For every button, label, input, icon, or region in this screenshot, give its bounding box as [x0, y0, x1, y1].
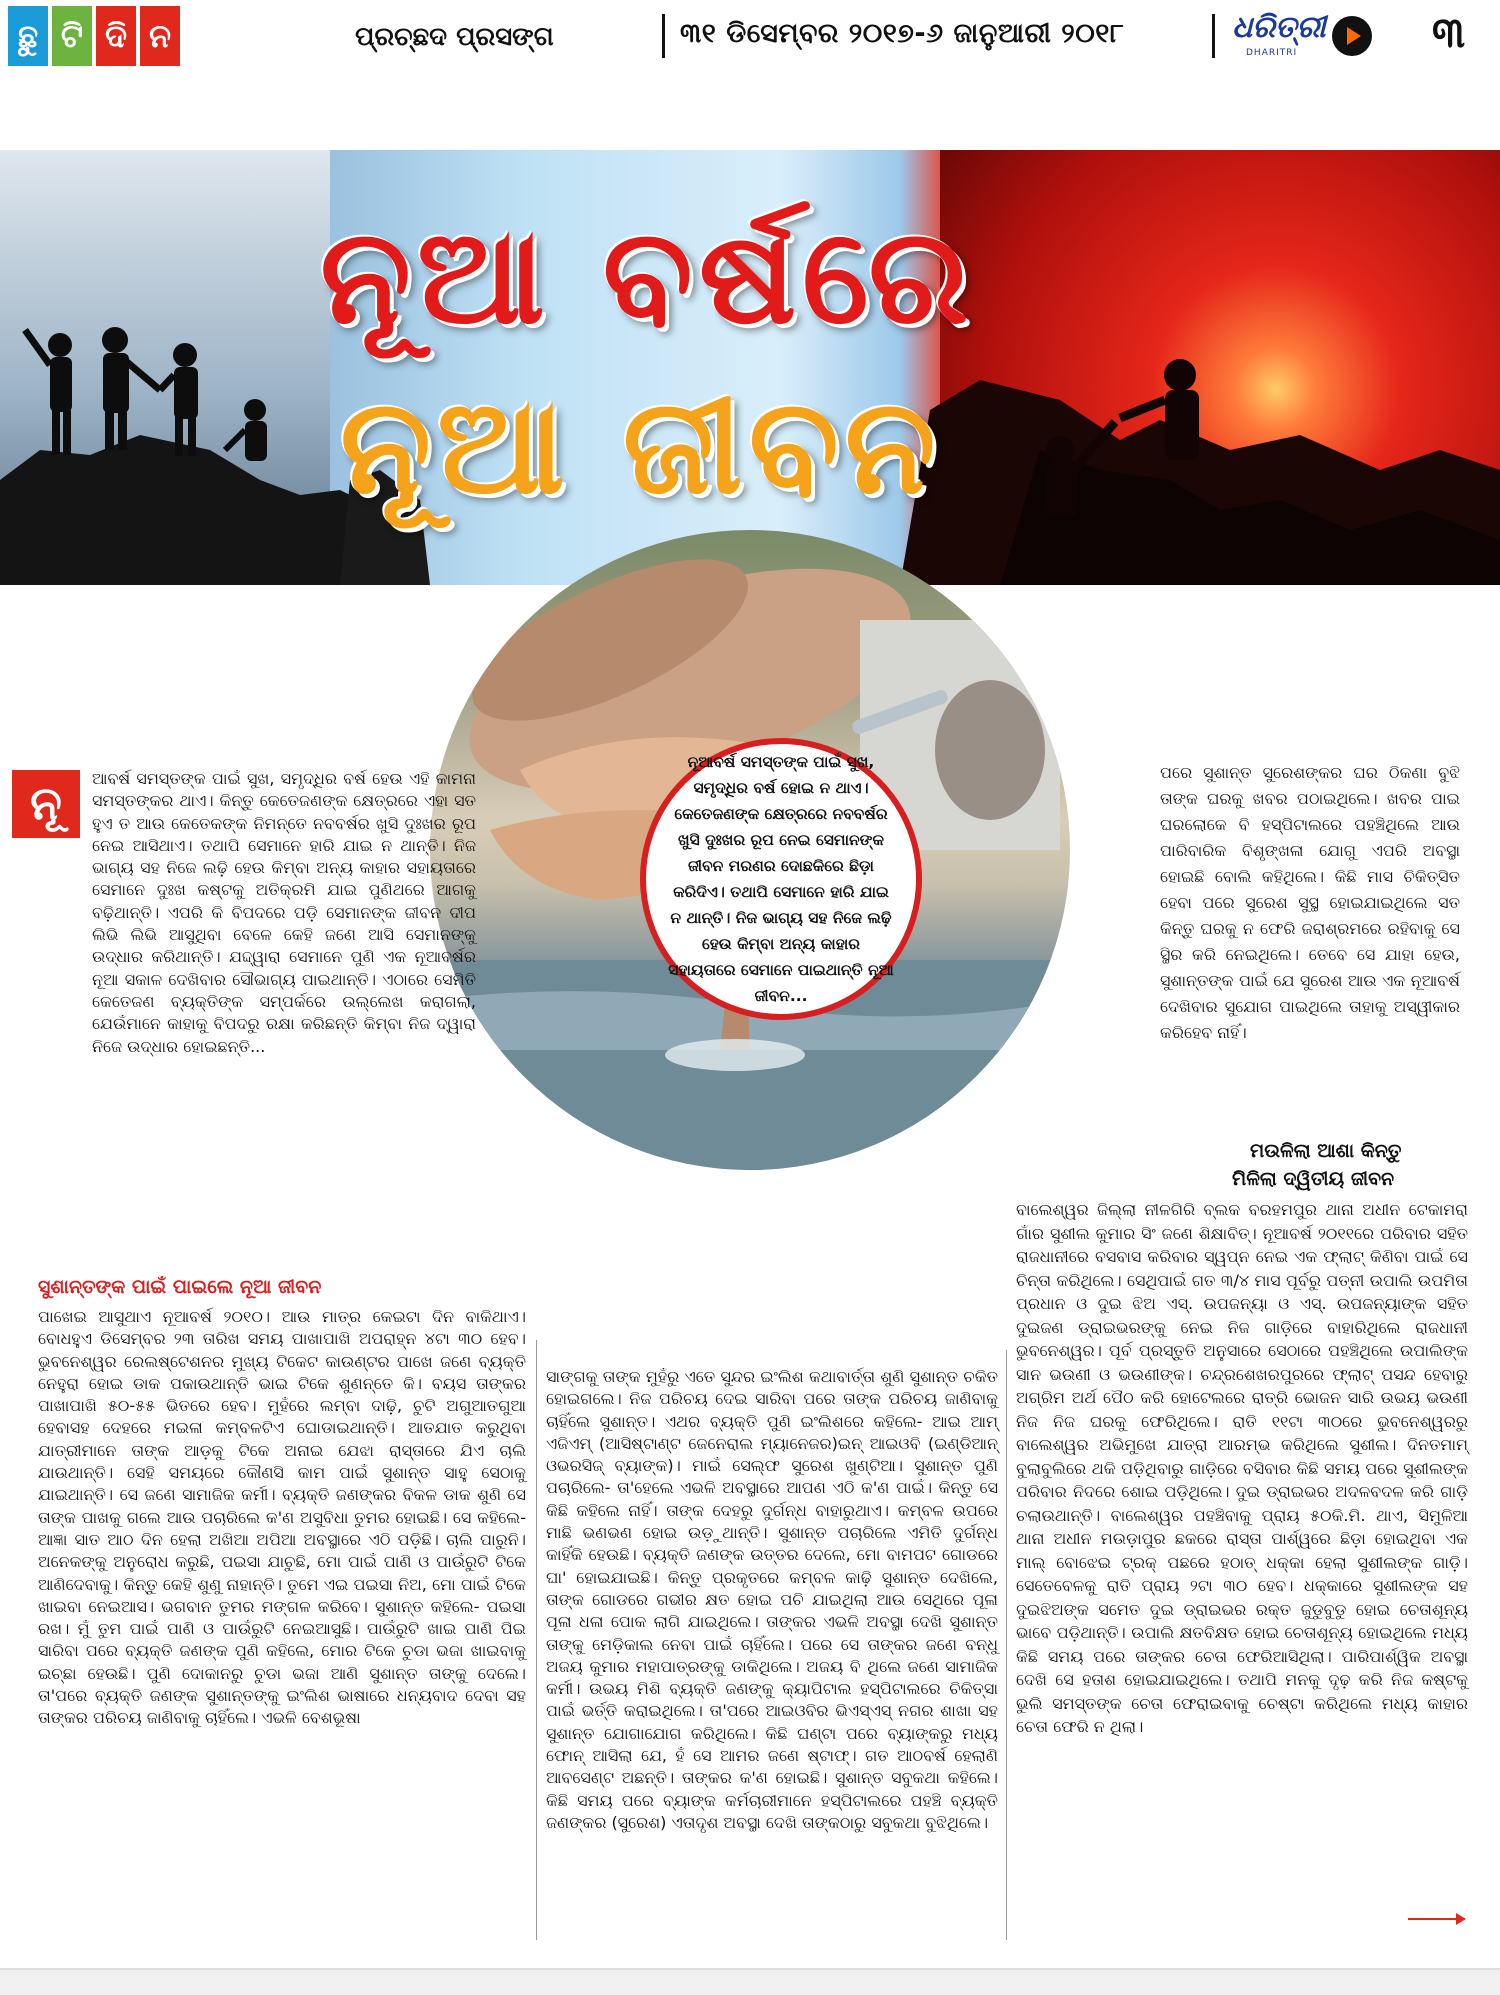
subhead-second-life-2: ମିଳିଲା ଦ୍ୱିତୀୟ ଜୀବନ [1232, 1168, 1395, 1190]
article-intro: ଆବର୍ଷ ସମସ୍ତଙ୍କ ପାଇଁ ସୁଖ, ସମୃଦ୍ଧିର ବର୍ଷ ହେଉ ଏହି କାମନା ସମସ୍ତଙ୍କର ଥାଏ। କିନ୍ତୁ କେତେଜଣଙ୍କ କ୍ଷେତ୍ରରେ ଏହା ସତ ହୁଏ ତ ଆଉ କେତେକଙ୍କ ନିମନ୍ତେ ନବବର୍ଷର ଖୁସି ଦୁଃଖର ରୂପ ନେଇ ଆସିଥାଏ। ତଥାପି ସେମାନେ ହାରି ଯାଇ ନ ଥାନ୍ତି। ନିଜ ଭାଗ୍ୟ ସହ ନିଜେ ଲଢ଼ି ହେଉ କିମ୍ବା ଅନ୍ୟ କାହାର ସହାୟତାରେ ସେମାନେ ଦୁଃଖ କଷ୍ଟକୁ ଅତିକ୍ରମି ଯାଇ ପୁଣିଥରେ ଆଗକୁ ବଢ଼ିଥାନ୍ତି। ଏପରି କି ବିପଦରେ ପଡ଼ି ସେମାନଙ୍କ ଜୀବନ ଦୀପ ଲିଭି ଲିଭି ଆସୁଥିବା ବେଳେ କେହି ଜଣେ ଆସି ସେମାନଙ୍କୁ ଉଦ୍ଧାର କରିଥାନ୍ତି। ଯଦ୍ଦ୍ୱାରା ସେମାନେ ପୁଣି ଏକ ନୂଆବର୍ଷର ନୂଆ ସକାଳ ଦେଖିବାର ସୌଭାଗ୍ୟ ପାଇଥାନ୍ତି। ଏଠାରେ ସେମିତି କେତେଜଣ ବ୍ୟକ୍ତିଙ୍କ ସମ୍ପର୍କରେ ଉଲ୍ଲେଖ କରାଗଲା, ଯେଉଁମାନେ କାହାକୁ ବିପଦରୁ ରକ୍ଷା କରିଛନ୍ତି କିମ୍ବା ନିଜ ଦ୍ୱାରା ନିଜେ ଉଦ୍ଧାର ହୋଇଛନ୍ତି... [92, 769, 476, 1056]
pull-quote-text: ନୂଆବର୍ଷ ସମସ୍ତଙ୍କ ପାଇଁ ସୁଖ, ସମୃଦ୍ଧିର ବର୍ଷ ହୋଇ ନ ଥାଏ। କେତେଜଣଙ୍କ କ୍ଷେତ୍ରରେ ନବବର୍ଷର ଖୁସି ଦୁଃଖର ରୂପ ନେଇ ସେମାନଙ୍କ ଜୀବନ ମରଣର ଦୋଛକିରେ ଛିଡ଼ା କରିଦିଏ। ତଥାପି ସେମାନେ ହାରି ଯାଇ ନ ଥାନ୍ତି। ନିଜ ଭାଗ୍ୟ ସହ ନିଜେ ଲଢ଼ି ହେଉ କିମ୍ବା ଅନ୍ୟ କାହାର ସହାୟତାରେ ସେମାନେ ପାଇଥାନ୍ତି ନୂଆ ଜୀବନ... [668, 753, 894, 1005]
brand-letter: ନ [140, 6, 180, 66]
banner-image [0, 150, 1500, 585]
publication-logo: ଧରିତ୍ରୀ [1232, 10, 1326, 45]
brand-logo [8, 6, 180, 66]
subhead-sushant: ସୁଶାନ୍ତଙ୍କ ପାଇଁ ପାଇଲେ ନୂଆ ଜୀବନ [38, 1276, 322, 1298]
subhead-second-life-1: ମଉଳିଲା ଆଶା କିନ୍ତୁ [1250, 1140, 1402, 1162]
column-divider [1006, 1350, 1007, 1940]
headline-line2: ନୂଆ ଜୀବନ [340, 370, 942, 524]
drop-cap: ନୂ [12, 770, 80, 838]
brand-letter: ଦି [96, 6, 136, 66]
page-header [0, 0, 1500, 74]
brand-letter: ଟି [52, 6, 92, 66]
divider [1212, 14, 1215, 58]
play-icon[interactable] [1332, 16, 1372, 56]
page-footer [0, 1968, 1500, 1995]
issue-date: ୩୧ ଡିସେମ୍ବର ୨୦୧୭-୬ ଜାନୁଆରୀ ୨୦୧୮ [680, 18, 1125, 49]
publication-logo-sub: DHARITRI [1246, 48, 1298, 58]
article-column-1: ପାଖେଇ ଆସୁଥାଏ ନୂଆବର୍ଷ ୨୦୧୦। ଆଉ ମାତ୍ର କେଇଟା ଦିନ ବାକିଥାଏ। ବୋଧହୁଏ ଡିସେମ୍ବର ୨୩ ତାରିଖ ସମୟ ପାଖାପାଖି ଅପରାହ୍ନ ୪ଟା ୩୦ ହେବ। ଭୁବନେଶ୍ୱର ରେଲଷ୍ଟେଶନର ମୁଖ୍ୟ ଟିକେଟ କାଉଣ୍ଟର ପାଖେ ଜଣେ ବ୍ୟକ୍ତି ନେହୁରା ହୋଇ ଡାକ ପକାଉଥାନ୍ତି ଭାଇ ଟିକେ ଶୁଣନ୍ତେ କି। ବୟସ ତାଙ୍କର ପାଖାପାଖି ୫୦-୫୫ ଭିତରେ ହେବ। ମୁହଁରେ ଲମ୍ବା ଦାଢ଼ି, ଚୁଟି ଅଗୁଆତଗୁଆ ହେବାସହ ଦେହରେ ମଇଳା କମ୍ବଳଟିଏ ଘୋଡାଇଥାନ୍ତି। ଆତଯାତ କରୁଥିବା ଯାତ୍ରୀମାନେ ତାଙ୍କ ଆଡ଼କୁ ଟିକେ ଅନାଇ ଯେଝା ରାସ୍ତାରେ ଯିଏ ଚାଲି ଯାଉଥାନ୍ତି। ସେହି ସମୟରେ କୌଣସି କାମ ପାଇଁ ସୁଶାନ୍ତ ସାହୁ ସେଠାକୁ ଯାଇଥାନ୍ତି। ସେ ଜଣେ ସାମାଜିକ କର୍ମୀ। ବ୍ୟକ୍ତି ଜଣଙ୍କର ବିକଳ ଡାକ ଶୁଣି ସେ ତାଙ୍କ ପାଖକୁ ଗଲେ ଆଉ ପଚାରିଲେ କ'ଣ ଅସୁବିଧା ତୁମର ହୋଇଛି। ସେ କହିଲେ- ଆଜ୍ଞା ସାତ ଆଠ ଦିନ ହେଲା ଅଖିଆ ଅପିଆ ଅବସ୍ଥାରେ ଏଠି ପଡ଼ିଛି। ଚାଲି ପାରୁନି। ଅନେକଙ୍କୁ ଅନୁରୋଧ କରୁଛି, ପଇସା ଯାଚୁଛି, ମୋ ପାଇଁ ପାଣି ଓ ପାଉଁରୁଟି ଟିକେ ଆଣିଦେବାକୁ। କିନ୍ତୁ କେହି ଶୁଣୁ ନାହାନ୍ତି। ତୁମେ ଏଇ ପଇସା ନିଅ, ମୋ ପାଇଁ ଟିକେ ଖାଇବା ନେଇଆସ। ଭଗବାନ ତୁମର ମଙ୍ଗଳ କରିବେ। ସୁଶାନ୍ତ କହିଲେ- ପଇସା ରଖ। ମୁଁ ତୁମ ପାଇଁ ପାଣି ଓ ପାଉଁରୁଟି ନେଇଆସୁଛି। ପାଉଁରୁଟି ଖାଇ ପାଣି ପିଇ ସାରିବା ପରେ ବ୍ୟକ୍ତି ଜଣଙ୍କ ପୁଣି କହିଲେ, ମୋର ଟିକେ ଚୁଡା ଭଜା ଖାଇବାକୁ ଇଚ୍ଛା ହେଉଛି। ପୁଣି ଦୋକାନରୁ ଚୁଡା ଭଜା ଆଣି ସୁଶାନ୍ତ ତାଙ୍କୁ ଦେଲେ। ତା'ପରେ ବ୍ୟକ୍ତି ଜଣଙ୍କ ସୁଶାନ୍ତଙ୍କୁ ଇଂଲିଶ ଭାଷାରେ ଧନ୍ୟବାଦ ଦେବା ସହ ତାଙ୍କର ପରିଚୟ ଜାଣିବାକୁ ଚାହିଁଲେ। ଏଭଳି ବେଶଭୂଷା [38, 1307, 526, 1728]
continue-arrow-icon [1408, 1918, 1464, 1920]
article-column-3-top: ପରେ ସୁଶାନ୍ତ ସୁରେଶଙ୍କର ଘର ଠିକଣା ବୁଝି ତାଙ୍କ ଘରକୁ ଖବର ପଠାଇଥିଲେ। ଖବର ପାଇ ଘରଲୋକେ ବି ହସ୍ପିଟାଲରେ ପହଞ୍ଚିଥିଲେ ଆଉ ପାରିବାରିକ ବିଶୃଙ୍ଖଳା ଯୋଗୁ ଏପରି ଅବସ୍ଥା ହୋଇଛି ବୋଲି କହିଥିଲେ। କିଛି ମାସ ଚିକିତ୍ସିତ ହେବା ପରେ ସୁରେଶ ସୁସ୍ଥ ହୋଇଯାଇଥିଲେ ସତ କିନ୍ତୁ ଘରକୁ ନ ଫେରି ଜରାଶ୍ରମରେ ରହିବାକୁ ସେ ସ୍ଥିର କରି ନେଇଥିଲେ। ତେବେ ସେ ଯାହା ହେଉ, ସୁଶାନ୍ତଙ୍କ ପାଇଁ ଯେ ସୁରେଶ ଆଉ ଏକ ନୂଆବର୍ଷ ଦେଖିବାର ସୁଯୋଗ ପାଇଥିଲେ ତାହାକୁ ଅସ୍ୱୀକାର କରିହେବ ନାହିଁ। [1160, 763, 1460, 1042]
divider [662, 14, 665, 58]
section-title: ପ୍ରଚ୍ଛଦ ପ୍ରସଙ୍ଗ [355, 22, 554, 52]
article-column-2: ସାଙ୍ଗକୁ ତାଙ୍କ ମୁହଁରୁ ଏତେ ସୁନ୍ଦର ଇଂଲିଶ କଥାବାର୍ତ୍ତା ଶୁଣି ସୁଶାନ୍ତ ଚକିତ ହୋଇଗଲେ। ନିଜ ପରିଚୟ ଦେଇ ସାରିବା ପରେ ତାଙ୍କ ପରିଚୟ ଜାଣିବାକୁ ଚାହିଁଲେ ସୁଶାନ୍ତ। ଏଥର ବ୍ୟକ୍ତି ପୁଣି ଇଂଲିଶରେ କହିଲେ- ଆଇ ଆମ୍ ଏଜିଏମ୍ (ଆସିଷ୍ଟାଣ୍ଟ ଜେନେରାଲ ମ୍ୟାନେଜର)ଇନ୍ ଆଇଓବି (ଇଣ୍ଡିଆନ୍ ଓଭରସିଜ୍ ବ୍ୟାଙ୍କ)। ମାଇଁ ସେଲ୍ଫ ସୁରେଶ ଖୁଣ୍ଟିଆ। ସୁଶାନ୍ତ ପୁଣି ପଚାରିଲେ- ତା'ହେଲେ ଏଭଳି ଅବସ୍ଥାରେ ଆପଣ ଏଠି କ'ଣ ପାଇଁ। କିନ୍ତୁ ସେ କିଛି କହିଲେ ନାହିଁ। ତାଙ୍କ ଦେହରୁ ଦୁର୍ଗନ୍ଧ ବାହାରୁଥାଏ। କମ୍ବଳ ଉପରେ ମାଛି ଭଣଭଣ ହୋଇ ଉଡ଼ୁଥାନ୍ତି। ସୁଶାନ୍ତ ପଚାରିଲେ ଏମିତି ଦୁର୍ଗନ୍ଧ କାହିଁକି ହେଉଛି। ବ୍ୟକ୍ତି ଜଣଙ୍କ ଉତ୍ତର ଦେଲେ, ମୋ ବାମପଟ ଗୋଡରେ ଘା' ହୋଇଯାଇଛି। କିନ୍ତୁ ପ୍ରକୃତରେ କମ୍ବଳ କାଢ଼ି ସୁଶାନ୍ତ ଦେଖିଲେ, ତାଙ୍କ ଗୋଡରେ ଗଭୀର କ୍ଷତ ହୋଇ ପଚି ଯାଇଥିଲା ଆଉ ସେଥିରେ ପୂଳା ପୂଳା ଧଳା ପୋକ ଲାଗି ଯାଇଥିଲେ। ତାଙ୍କର ଏଭଳି ଅବସ୍ଥା ଦେଖି ସୁଶାନ୍ତ ତାଙ୍କୁ ମେଡ଼ିକାଲ ନେବା ପାଇଁ ଚାହିଁଲେ। ପରେ ସେ ତାଙ୍କର ଜଣେ ବନ୍ଧୁ ଅଜୟ କୁମାର ମହାପାତ୍ରଙ୍କୁ ଡାକିଥିଲେ। ଅଜୟ ବି ଥିଲେ ଜଣେ ସାମାଜିକ କର୍ମୀ। ଉଭୟ ମିଶି ବ୍ୟକ୍ତି ଜଣଙ୍କୁ କ୍ୟାପିଟାଲ ହସ୍ପିଟାଲରେ ଚିକିତ୍ସା ପାଇଁ ଭର୍ତ୍ତି କରାଇଥିଲେ। ତା'ପରେ ଆଇଓବିର ଭିଏସ୍ଏସ୍ ନଗର ଶାଖା ସହ ସୁଶାନ୍ତ ଯୋଗାଯୋଗ କରିଥିଲେ। କିଛି ଘଣ୍ଟା ପରେ ବ୍ୟାଙ୍କରୁ ମଧ୍ୟ ଫୋନ୍ ଆସିଲା ଯେ, ହଁ ସେ ଆମର ଜଣେ ଷ୍ଟାଫ୍। ଗତ ଆଠବର୍ଷ ହେଲାଣି ଆବସେଣ୍ଟ ଅଛନ୍ତି। ତାଙ୍କର କ'ଣ ହୋଇଛି। ସୁଶାନ୍ତ ସବୁକଥା କହିଲେ। କିଛି ସମୟ ପରେ ବ୍ୟାଙ୍କ କର୍ମଚାରୀମାନେ ହସ୍ପିଟାଲରେ ପହଞ୍ଚି ବ୍ୟକ୍ତି ଜଣଙ୍କର (ସୁରେଶ) ଏତାଦୃଶ ଅବସ୍ଥା ଦେଖି ତାଙ୍କଠାରୁ ସବୁକଥା ବୁଝିଥିଲେ। [546, 1367, 998, 1832]
article-column-3: ବାଲେଶ୍ୱର ଜିଲ୍ଲା ନୀଳଗିରି ବ୍ଲକ ବରହମପୁର ଥାନା ଅଧୀନ ଟେକାମରା ଗାଁର ସୁଶୀଲ କୁମାର ସିଂ ଜଣେ ଶିକ୍ଷାବିତ୍। ନୂଆବର୍ଷ ୨୦୧୧ରେ ପରିବାର ସହିତ ରାଜଧାନୀରେ ବସବାସ କରିବାର ସ୍ୱପ୍ନ ନେଇ ଏକ ଫ୍ଲାଟ୍ କିଣିବା ପାଇଁ ସେ ଚିନ୍ତା କରିଥିଲେ। ସେଥିପାଇଁ ଗତ ୩/୪ ମାସ ପୂର୍ବରୁ ପତ୍ନୀ ଉପାଲି ଉପମିତା ପ୍ରଧାନ ଓ ଦୁଇ ଝିଅ ଏସ୍. ଉପଜନ୍ୟା ଓ ଏସ୍. ଉପଜନ୍ୟାଙ୍କ ସହିତ ଦୁଇଜଣ ଡ୍ରାଇଭରଙ୍କୁ ନେଇ ନିଜ ଗାଡ଼ିରେ ବାହାରିଥିଲେ ରାଜଧାନୀ ଭୁବନେଶ୍ୱର। ପୂର୍ବ ପ୍ରସ୍ତୁତି ଅନୁସାରେ ସେଠାରେ ପହଞ୍ଚିଥିଲେ ଉପାଲିଙ୍କ ସାନ ଭଉଣୀ ଓ ଭଉଣୀଙ୍କ। ଚନ୍ଦ୍ରଶେଖରପୁରରେ ଫ୍ଲାଟ୍ ପସନ୍ଦ ହେବାରୁ ଅଗ୍ରିମ ଅର୍ଥ ପୈଠ କରି ହୋଟେଲରେ ରାତ୍ରି ଭୋଜନ ସାରି ଉଭୟ ଭଉଣୀ ନିଜ ନିଜ ଘରକୁ ଫେରିଥିଲେ। ରାତି ୧୧ଟା ୩୦ରେ ଭୁବନେଶ୍ୱରରୁ ବାଲେଶ୍ୱର ଅଭିମୁଖେ ଯାତ୍ରା ଆରମ୍ଭ କରିଥିଲେ ସୁଶୀଲ। ଦିନତମାମ୍ ବୁଲାବୁଲିରେ ଥକି ପଡ଼ିଥିବାରୁ ଗାଡ଼ିରେ ବସିବାର କିଛି ସମୟ ପରେ ସୁଶୀଲଙ୍କ ପରିବାର ନିଦରେ ଶୋଇ ପଡ଼ିଥିଲେ। ଦୁଇ ଡ୍ରାଇଭର ଅଦଳବଦଳ କରି ଗାଡ଼ି ଚଲାଉଥାନ୍ତି। ବାଲେଶ୍ୱର ପହଞ୍ଚିବାକୁ ପ୍ରାୟ ୫୦କି.ମି. ଥାଏ, ସିମୁଳିଆ ଥାନା ଅଧୀନ ମଉଡ଼ାପୁର ଛକରେ ରାସ୍ତା ପାର୍ଶ୍ୱରେ ଛିଡ଼ା ହୋଇଥିବା ଏକ ମାଲ୍ ବୋଝେଇ ଟ୍ରକ୍ ପଛରେ ହଠାତ୍ ଧକ୍କା ହେଲା ସୁଶୀଲଙ୍କ ଗାଡ଼ି। ସେତେବେଳକୁ ରାତି ପ୍ରାୟ ୨ଟା ୩୦ ହେବ। ଧକ୍କାରେ ସୁଶୀଲଙ୍କ ସହ ଦୁଇଝିଅଙ୍କ ସମେତ ଦୁଇ ଡ୍ରାଇଭର ରକ୍ତ ଜୁଡୁବୁଡୁ ହୋଇ ଚେତାଶୂନ୍ୟ ଭାବେ ପଡ଼ିଥାନ୍ତି। ଉପାଲି କ୍ଷତବିକ୍ଷତ ହୋଇ ଚେତାଶୂନ୍ୟ ହୋଇଥିଲେ ମଧ୍ୟ କିଛି ସମୟ ପରେ ତାଙ୍କର ଚେତା ଫେରିଆସିଥିଲା। ପାରିପାର୍ଶ୍ୱିକ ଅବସ୍ଥା ଦେଖି ସେ ହତାଶ ହୋଇଯାଇଥିଲେ। ତଥାପି ମନକୁ ଦୃଢ଼ କରି ନିଜ କଷ୍ଟକୁ ଭୁଲି ସମସ୍ତଙ୍କ ଚେତା ଫେରାଇବାକୁ ଚେଷ୍ଟା କରିଥିଲେ ମଧ୍ୟ କାହାର ଚେତା ଫେରି ନ ଥିଲା। [1016, 1200, 1468, 1736]
pull-quote [640, 738, 922, 1020]
headline-line1: ନୂଆ ବର୍ଷରେ [320, 200, 975, 354]
column-divider [536, 1340, 537, 1940]
page-number: ୩ [1432, 8, 1466, 57]
brand-letter: ଛୁ [8, 6, 48, 66]
